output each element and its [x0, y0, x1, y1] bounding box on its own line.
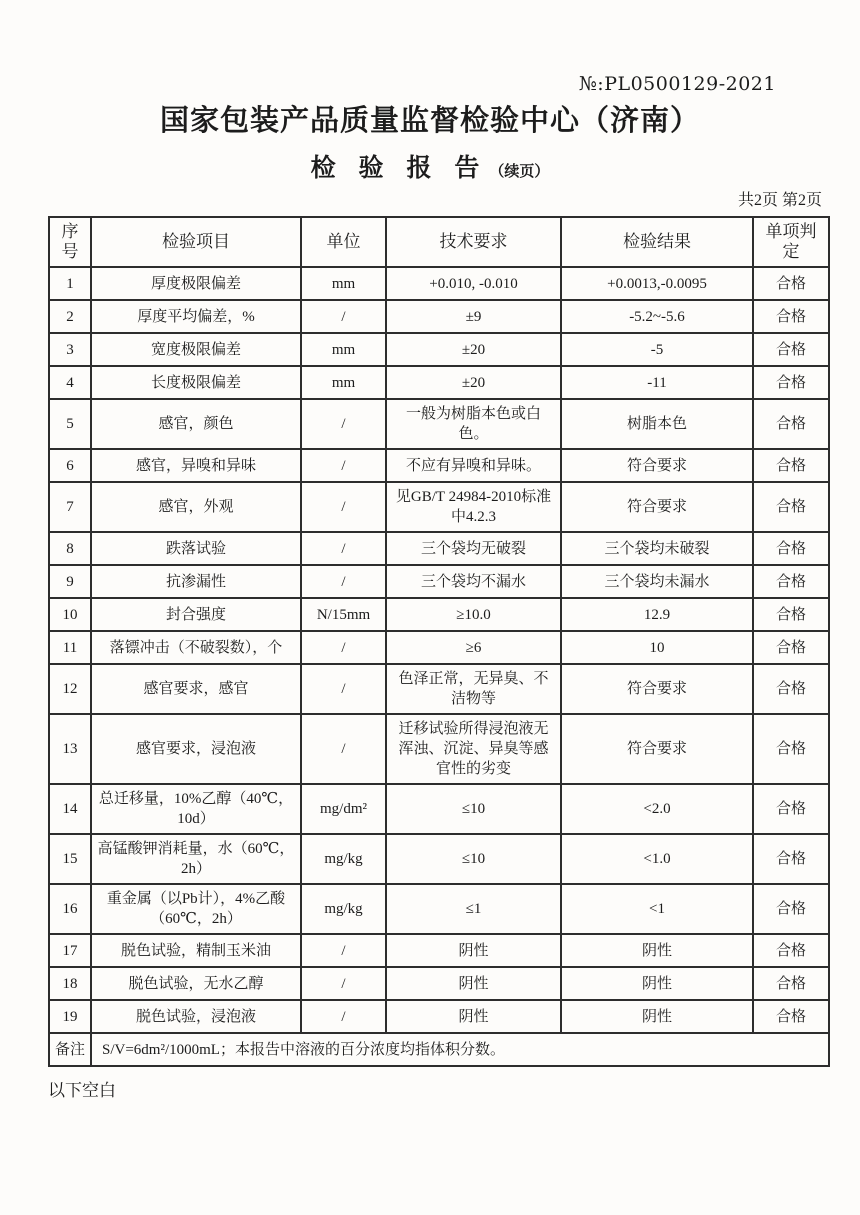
table-cell: 厚度极限偏差: [91, 267, 301, 300]
table-header-row: [49, 217, 829, 267]
table-cell: 抗渗漏性: [91, 565, 301, 598]
table-cell: 迁移试验所得浸泡液无浑浊、沉淀、异臭等感官性的劣变: [386, 714, 561, 784]
table-cell: 不应有异嗅和异味。: [386, 449, 561, 482]
table-cell: 11: [49, 631, 91, 664]
column-header-requirement: 技术要求: [386, 217, 561, 267]
table-cell: 合格: [753, 934, 829, 967]
column-header-item: 检验项目: [91, 217, 301, 267]
table-cell: 长度极限偏差: [91, 366, 301, 399]
table-cell: 13: [49, 714, 91, 784]
table-cell: 10: [561, 631, 753, 664]
table-cell: 感官要求，浸泡液: [91, 714, 301, 784]
table-cell: ≥10.0: [386, 598, 561, 631]
table-cell: 15: [49, 834, 91, 884]
table-cell: 3: [49, 333, 91, 366]
table-row: [49, 399, 829, 449]
page-info: 共2页 第2页: [737, 192, 822, 209]
table-cell: /: [301, 664, 386, 714]
table-cell: 1: [49, 267, 91, 300]
table-cell: 合格: [753, 967, 829, 1000]
org-title: 国家包装产品质量监督检验中心（济南）: [159, 105, 700, 137]
table-cell: 三个袋均无破裂: [386, 532, 561, 565]
table-cell: /: [301, 449, 386, 482]
table-cell: 6: [49, 449, 91, 482]
table-cell: 19: [49, 1000, 91, 1033]
table-cell: 三个袋均不漏水: [386, 565, 561, 598]
column-header-result: 检验结果: [561, 217, 753, 267]
table-cell: mg/kg: [301, 884, 386, 934]
table-row: [49, 267, 829, 300]
table-cell: 5: [49, 399, 91, 449]
table-cell: ≥6: [386, 631, 561, 664]
table-header: [49, 217, 829, 267]
table-cell: 4: [49, 366, 91, 399]
table-cell: ≤10: [386, 784, 561, 834]
table-cell: 合格: [753, 1000, 829, 1033]
table-cell: 12.9: [561, 598, 753, 631]
table-row: [49, 565, 829, 598]
table-cell: <2.0: [561, 784, 753, 834]
table-row: [49, 449, 829, 482]
table-cell: N/15mm: [301, 598, 386, 631]
table-row: [49, 1000, 829, 1033]
table-row: [49, 482, 829, 532]
table-cell: 10: [49, 598, 91, 631]
table-cell: 合格: [753, 300, 829, 333]
table-cell: 16: [49, 884, 91, 934]
table-cell: /: [301, 565, 386, 598]
table-cell: 感官要求，感官: [91, 664, 301, 714]
table-cell: 合格: [753, 834, 829, 884]
table-cell: ±9: [386, 300, 561, 333]
table-cell: 跌落试验: [91, 532, 301, 565]
table-cell: 脱色试验，精制玉米油: [91, 934, 301, 967]
table-cell: 宽度极限偏差: [91, 333, 301, 366]
table-cell: 合格: [753, 714, 829, 784]
table-cell: 合格: [753, 449, 829, 482]
table-cell: ±20: [386, 333, 561, 366]
table-cell: 12: [49, 664, 91, 714]
table-cell: 总迁移量，10%乙醇（40℃，10d）: [91, 784, 301, 834]
table-cell: 封合强度: [91, 598, 301, 631]
remark-label: 备注: [49, 1033, 91, 1066]
table-cell: /: [301, 482, 386, 532]
table-cell: mg/dm²: [301, 784, 386, 834]
table-cell: /: [301, 967, 386, 1000]
table-body: [49, 267, 829, 1033]
table-cell: ≤10: [386, 834, 561, 884]
remark-text: S/V=6dm²/1000mL；本报告中溶液的百分浓度均指体积分数。: [91, 1033, 829, 1066]
table-cell: 阴性: [386, 934, 561, 967]
table-cell: 合格: [753, 565, 829, 598]
table-cell: 脱色试验，浸泡液: [91, 1000, 301, 1033]
table-cell: 合格: [753, 664, 829, 714]
table-cell: 18: [49, 967, 91, 1000]
table-cell: 落镖冲击（不破裂数），个: [91, 631, 301, 664]
table-cell: 三个袋均未破裂: [561, 532, 753, 565]
table-cell: /: [301, 1000, 386, 1033]
table-cell: 厚度平均偏差，%: [91, 300, 301, 333]
report-title: 检 验 报 告: [310, 154, 488, 182]
table-cell: 符合要求: [561, 482, 753, 532]
table-cell: 合格: [753, 333, 829, 366]
table-cell: 阴性: [561, 1000, 753, 1033]
table-cell: 感官，外观: [91, 482, 301, 532]
table-row: [49, 333, 829, 366]
table-cell: 树脂本色: [561, 399, 753, 449]
inspection-table: [48, 216, 830, 1067]
table-cell: /: [301, 399, 386, 449]
table-cell: /: [301, 532, 386, 565]
table-cell: 7: [49, 482, 91, 532]
below-blank-note: 以下空白: [48, 1081, 116, 1100]
table-cell: 色泽正常，无异臭、不洁物等: [386, 664, 561, 714]
table-cell: 重金属（以Pb计），4%乙酸（60℃，2h）: [91, 884, 301, 934]
table-cell: mm: [301, 267, 386, 300]
table-cell: 高锰酸钾消耗量，水（60℃，2h）: [91, 834, 301, 884]
table-cell: 合格: [753, 532, 829, 565]
table-cell: +0.0013,-0.0095: [561, 267, 753, 300]
table-row: [49, 532, 829, 565]
table-cell: 一般为树脂本色或白色。: [386, 399, 561, 449]
table-cell: -5.2~-5.6: [561, 300, 753, 333]
table-cell: 合格: [753, 482, 829, 532]
table-row: [49, 834, 829, 884]
table-cell: 8: [49, 532, 91, 565]
table-cell: 感官，颜色: [91, 399, 301, 449]
table-cell: 符合要求: [561, 664, 753, 714]
table-cell: 脱色试验，无水乙醇: [91, 967, 301, 1000]
table-cell: 合格: [753, 631, 829, 664]
table-cell: 感官，异嗅和异味: [91, 449, 301, 482]
table-cell: 2: [49, 300, 91, 333]
table-cell: 合格: [753, 399, 829, 449]
table-cell: 合格: [753, 267, 829, 300]
table-cell: 14: [49, 784, 91, 834]
table-cell: 符合要求: [561, 449, 753, 482]
column-header-index: 序号: [49, 217, 91, 267]
column-header-judgement: 单项判定: [753, 217, 829, 267]
table-row: [49, 784, 829, 834]
table-cell: -5: [561, 333, 753, 366]
table-cell: ≤1: [386, 884, 561, 934]
table-cell: 合格: [753, 884, 829, 934]
table-cell: /: [301, 934, 386, 967]
table-cell: 阴性: [386, 967, 561, 1000]
table-row: [49, 934, 829, 967]
table-cell: <1: [561, 884, 753, 934]
remark-row: [49, 1033, 829, 1066]
table-cell: 合格: [753, 784, 829, 834]
table-remark: [49, 1033, 829, 1066]
table-row: [49, 664, 829, 714]
table-row: [49, 884, 829, 934]
table-row: [49, 631, 829, 664]
report-number: №:PL0500129-2021: [578, 73, 776, 95]
table-cell: mm: [301, 366, 386, 399]
table-cell: 阴性: [561, 934, 753, 967]
table-cell: mg/kg: [301, 834, 386, 884]
table-row: [49, 300, 829, 333]
table-cell: /: [301, 631, 386, 664]
table-cell: 9: [49, 565, 91, 598]
report-title-line: [0, 148, 860, 184]
table-cell: 17: [49, 934, 91, 967]
table-cell: 合格: [753, 598, 829, 631]
table-cell: /: [301, 714, 386, 784]
table-row: [49, 366, 829, 399]
table-cell: /: [301, 300, 386, 333]
table-cell: <1.0: [561, 834, 753, 884]
table-cell: 合格: [753, 366, 829, 399]
table-row: [49, 714, 829, 784]
table-cell: 见GB/T 24984-2010标准中4.2.3: [386, 482, 561, 532]
table-cell: 阴性: [561, 967, 753, 1000]
table-cell: mm: [301, 333, 386, 366]
column-header-unit: 单位: [301, 217, 386, 267]
table-cell: +0.010, -0.010: [386, 267, 561, 300]
table-cell: 阴性: [386, 1000, 561, 1033]
table-cell: ±20: [386, 366, 561, 399]
table-row: [49, 967, 829, 1000]
table-cell: -11: [561, 366, 753, 399]
report-title-suffix: （续页）: [489, 163, 550, 180]
table-cell: 三个袋均未漏水: [561, 565, 753, 598]
table-row: [49, 598, 829, 631]
table-cell: 符合要求: [561, 714, 753, 784]
